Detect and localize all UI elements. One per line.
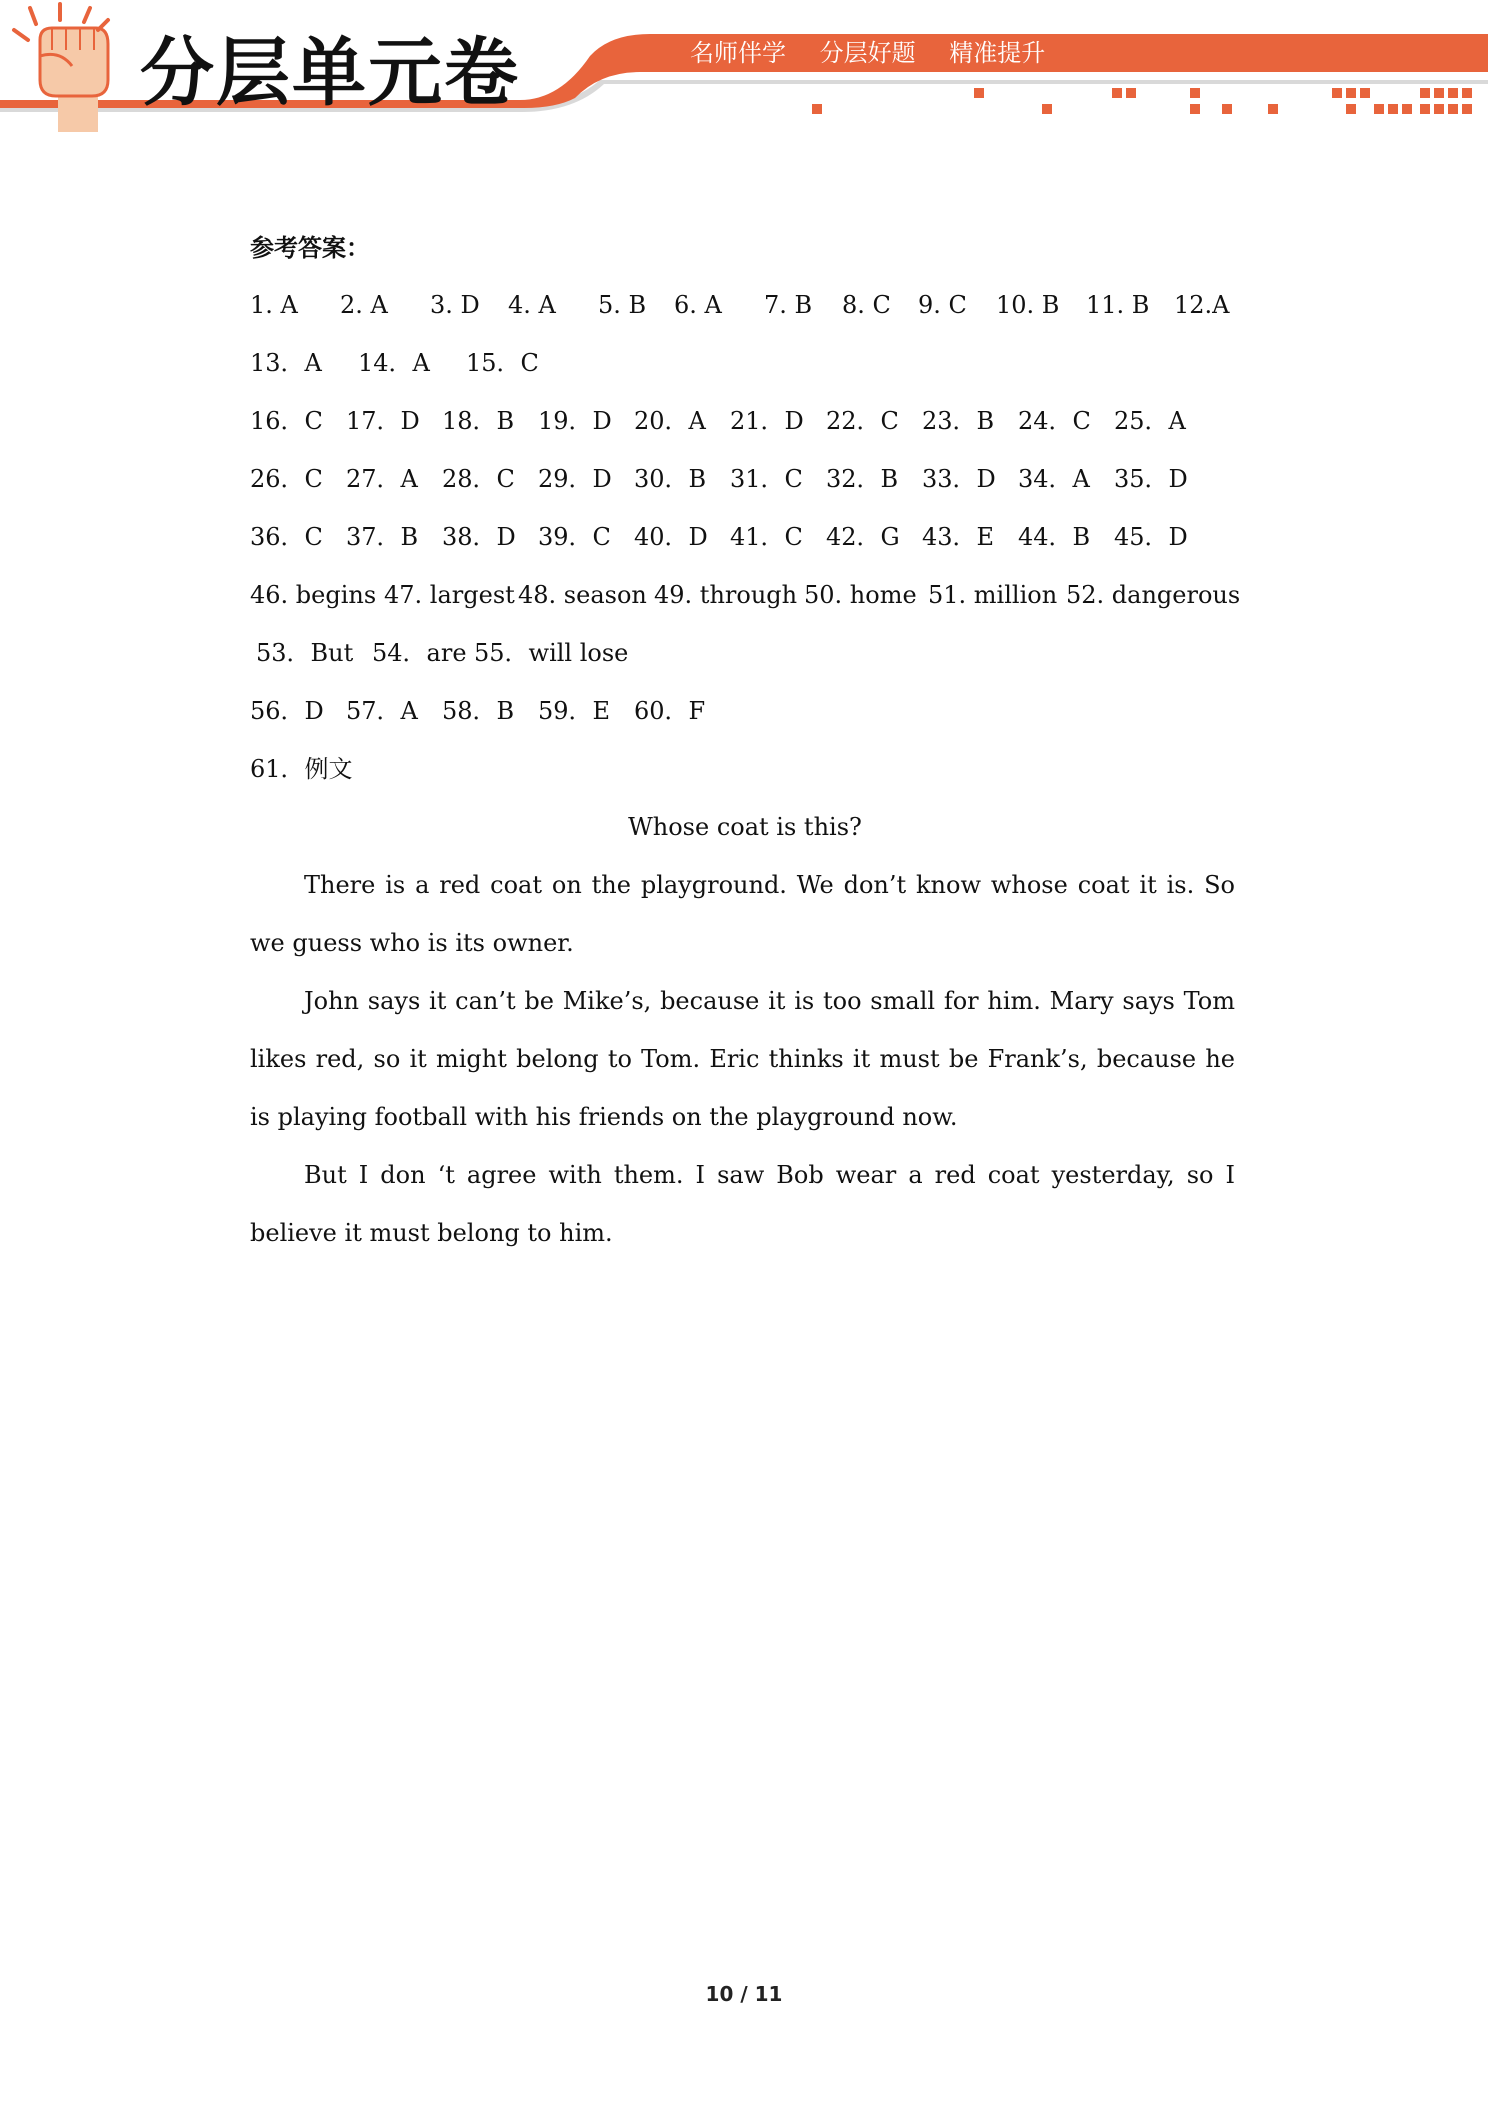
answer-item: 34．A [1018, 465, 1090, 493]
answer-item: 19．D [538, 407, 612, 435]
answer-item: 10. B [996, 291, 1060, 319]
answer-item: 7. B [764, 291, 813, 319]
answer-item: 33．D [922, 465, 996, 493]
answer-row-7 [250, 624, 1250, 682]
brand-title: 分层单元卷 [140, 30, 520, 116]
answer-item: 36．C [250, 523, 323, 551]
slogan-2: 分层好题 [819, 39, 916, 67]
answer-item: 23．B [922, 407, 995, 435]
answer-item: 8. C [842, 291, 891, 319]
answer-item: 21．D [730, 407, 804, 435]
answer-row-4 [250, 450, 1250, 508]
answer-item: 18．B [442, 407, 515, 435]
answer-row-3 [250, 392, 1250, 450]
answer-item: 1. A [250, 291, 298, 319]
answer-item: 6. A [674, 291, 722, 319]
answer-item: 59．E [538, 697, 611, 725]
essay-paragraph: John says it can’t be Mike’s, because it is too small for him. Mary says Tom likes red, so it might belong to Tom. Eric thinks it must be Frank’s, because he is playing football with his friends on the playground now. [250, 987, 1235, 1131]
answer-row-2 [250, 334, 1250, 392]
answers-heading: 参考答案： [250, 233, 370, 262]
answer-item: 44．B [1018, 523, 1091, 551]
answer-item: 46. begins [250, 581, 377, 609]
answer-item: 11. B [1086, 291, 1150, 319]
answer-item: 37．B [346, 523, 419, 551]
answer-item: 47. largest [384, 581, 515, 609]
answer-item: 43．E [922, 523, 995, 551]
answer-item: 58．B [442, 697, 515, 725]
answer-item: 38．D [442, 523, 516, 551]
answer-item: 3. D [430, 291, 480, 319]
answer-item: 26．C [250, 465, 323, 493]
answer-item: 49. through [654, 581, 798, 609]
answer-row-6 [250, 566, 1250, 624]
answer-item: 2. A [340, 291, 388, 319]
answer-item: 56．D [250, 697, 324, 725]
answer-item: 42．G [826, 523, 900, 551]
answer-item: 27．A [346, 465, 418, 493]
answer-item: 41．C [730, 523, 803, 551]
answer-item: 50. home [804, 581, 917, 609]
slogan-1: 名师伴学 [690, 39, 786, 67]
answer-item: 5. B [598, 291, 647, 319]
answer-item: 60．F [634, 697, 706, 725]
answer-item: 31．C [730, 465, 803, 493]
essay-paragraph: There is a red coat on the playground. We don’t know whose coat it is. So we guess who is its owner. [250, 871, 1235, 957]
essay-title: Whose coat is this? [628, 813, 862, 841]
answer-item: 54．are [372, 639, 467, 667]
answer-item: 51. million [928, 581, 1058, 609]
answer-item: 14．A [358, 349, 430, 377]
answer-row-9: 61．例文 [250, 755, 353, 783]
page-number: 10 / 11 [705, 1982, 783, 2006]
answer-item: 9. C [918, 291, 967, 319]
slogan-3: 精准提升 [949, 39, 1046, 67]
answer-row-8 [250, 682, 1250, 740]
header-slogans [690, 36, 1470, 70]
answer-item: 13．A [250, 349, 322, 377]
essay-paragraph: But I don ‘t agree with them. I saw Bob wear a red coat yesterday, so I believe it must belong to him. [250, 1161, 1235, 1247]
answer-item: 40．D [634, 523, 708, 551]
answer-item: 35．D [1114, 465, 1188, 493]
answer-item: 15．C [466, 349, 539, 377]
answer-item: 24．C [1018, 407, 1091, 435]
answer-item: 25．A [1114, 407, 1186, 435]
answer-item: 30．B [634, 465, 707, 493]
answer-item: 39．C [538, 523, 611, 551]
answer-item: 53．But [256, 639, 354, 667]
answer-item: 55．will lose [474, 639, 629, 667]
answer-item: 20．A [634, 407, 706, 435]
answer-item: 16．C [250, 407, 323, 435]
answer-item: 17．D [346, 407, 420, 435]
answer-item: 48. season [518, 581, 647, 609]
answer-item: 29．D [538, 465, 612, 493]
answer-content [250, 220, 1250, 1262]
answer-item: 12.A [1174, 291, 1230, 319]
answer-item: 52. dangerous [1066, 581, 1241, 609]
answer-item: 22．C [826, 407, 899, 435]
answer-item: 4. A [508, 291, 556, 319]
answer-item: 32．B [826, 465, 899, 493]
raised-fist-icon [14, 4, 108, 132]
answer-row-1 [250, 276, 1250, 334]
answer-item: 28．C [442, 465, 515, 493]
answer-item: 45．D [1114, 523, 1188, 551]
answer-item: 57．A [346, 697, 418, 725]
page-header [0, 0, 1488, 140]
answer-row-5 [250, 508, 1250, 566]
